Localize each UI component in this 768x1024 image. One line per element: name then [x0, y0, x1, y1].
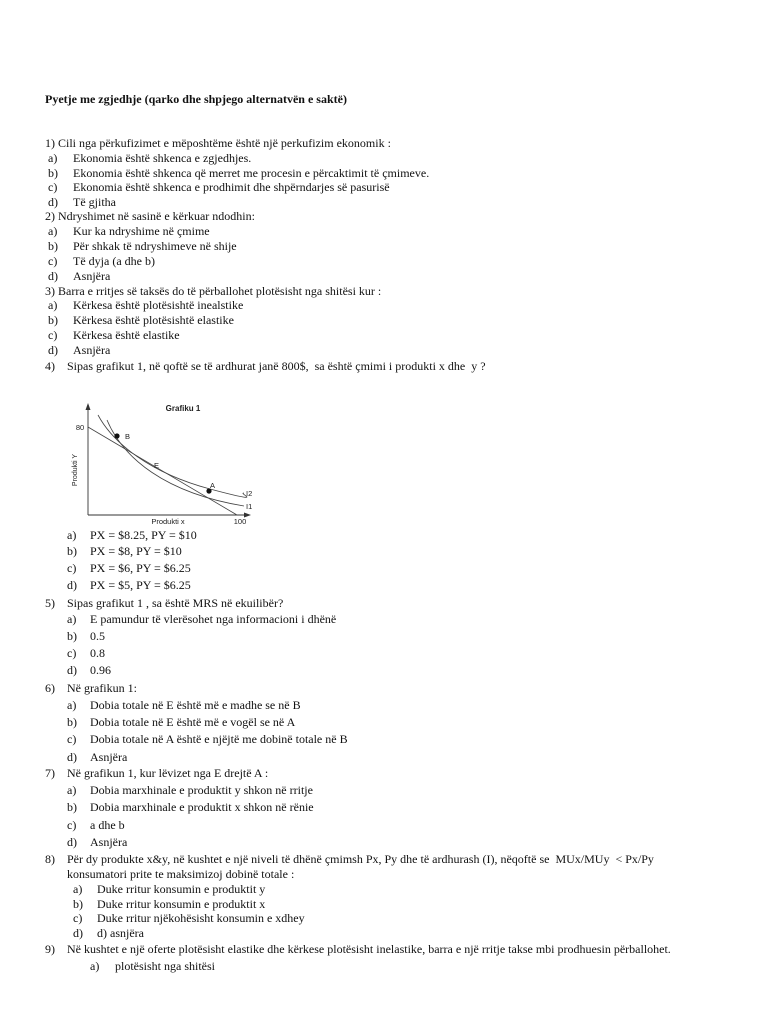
question-number: 6): [45, 681, 55, 695]
option-letter: a): [67, 783, 77, 797]
option-letter: b): [48, 166, 58, 180]
option-letter: c): [48, 328, 58, 342]
option-text: Asnjëra: [90, 835, 128, 849]
question-text-continued: konsumatori prite te maksimizoj dobinë totale :: [67, 867, 295, 881]
option-letter: a): [48, 224, 58, 238]
option-text: Ekonomia është shkenca e zgjedhjes.: [73, 151, 252, 165]
option-text: Dobia marxhinale e produktit y shkon në rritje: [90, 783, 313, 797]
option-letter: c): [67, 561, 77, 575]
option-7d: [0, 835, 768, 850]
option-text: Duke rritur njëkohësisht konsumin e xdhey: [97, 911, 305, 925]
option-text: Dobia marxhinale e produktit x shkon në rënie: [90, 800, 314, 814]
option-letter: b): [48, 239, 58, 253]
question-number: 2): [45, 209, 55, 223]
option-text: Për shkak të ndryshimeve në shije: [73, 239, 237, 253]
question-6: [0, 681, 768, 696]
option-8b: [0, 897, 768, 912]
question-text: Sipas grafikut 1 , sa është MRS në ekuilibër?: [67, 596, 284, 610]
option-5a: [0, 612, 768, 627]
curve-label-i1: I1: [246, 502, 253, 511]
question-8: [0, 852, 768, 867]
option-letter: b): [67, 715, 77, 729]
option-letter: b): [67, 544, 77, 558]
point-e-label: E: [154, 461, 160, 470]
option-3c: [0, 328, 768, 343]
option-3b: [0, 313, 768, 328]
question-3: [0, 284, 768, 299]
option-1d: [0, 195, 768, 210]
option-text: 0.96: [90, 663, 111, 677]
y-axis-arrow-icon: [86, 403, 91, 410]
option-text: plotësisht nga shitësi: [115, 959, 215, 973]
question-4: [0, 359, 768, 374]
y-intercept-label: 80: [75, 423, 85, 432]
option-text: Asnjëra: [73, 343, 111, 357]
option-text: Dobia totale në E është më e madhe se në B: [90, 698, 301, 712]
page-title-row: [0, 92, 768, 107]
question-number: 9): [45, 942, 55, 956]
option-text: PX = $8.25, PY = $10: [90, 528, 197, 542]
option-text: Ekonomia është shkenca e prodhimit dhe shpërndarjes së pasurisë: [73, 180, 390, 194]
question-text: Cili nga përkufizimet e mëposhtëme është një perkufizim ekonomik :: [58, 136, 391, 150]
option-letter: a): [48, 151, 58, 165]
option-text: d) asnjëra: [97, 926, 144, 940]
y-axis-label: Produkti Y: [72, 453, 79, 487]
option-5b: [0, 629, 768, 644]
option-letter: a): [48, 298, 58, 312]
option-letter: a): [67, 698, 77, 712]
option-text: Ekonomia është shkenca që merret me procesin e përcaktimit të çmimeve.: [73, 166, 430, 180]
option-letter: c): [48, 254, 58, 268]
option-7a: [0, 783, 768, 798]
question-text: Në kushtet e një oferte plotësisht elastike dhe kërkese plotësisht inelastike, barra e një rritje takse mbi prodhuesin përballohet.: [67, 942, 671, 956]
option-letter: a): [67, 612, 77, 626]
option-text: Dobia totale në A është e njëjtë me dobinë totale në B: [90, 732, 348, 746]
option-letter: d): [48, 343, 58, 357]
question-9: [0, 942, 768, 957]
option-text: Të dyja (a dhe b): [73, 254, 155, 268]
question-number: 3): [45, 284, 55, 298]
option-text: E pamundur të vlerësohet nga informacioni i dhënë: [90, 612, 337, 626]
option-letter: d): [48, 195, 58, 209]
question-text: Për dy produkte x&y, në kushtet e një niveli të dhënë çmimsh Px, Py dhe të ardhurash (I), nëqoftë se MUx/MUy < Px/Py: [67, 852, 654, 866]
option-7c: [0, 818, 768, 833]
option-text: Kur ka ndryshime në çmime: [73, 224, 210, 238]
option-text: PX = $6, PY = $6.25: [90, 561, 191, 575]
point-b-marker: [114, 433, 119, 438]
question-number: 4): [45, 359, 55, 373]
option-text: 0.5: [90, 629, 105, 643]
option-letter: d): [67, 835, 77, 849]
option-6d: [0, 750, 768, 765]
question-text: Sipas grafikut 1, në qoftë se të ardhurat janë 800$, sa është çmimi i produkti x dhe y ?: [67, 359, 486, 373]
option-text: Asnjëra: [90, 750, 128, 764]
question-text: Ndryshimet në sasinë e kërkuar ndodhin:: [58, 209, 255, 223]
question-5: [0, 596, 768, 611]
option-text: Kërkesa është plotësishtë elastike: [73, 313, 234, 327]
option-6a: [0, 698, 768, 713]
option-text: Kërkesa është elastike: [73, 328, 180, 342]
option-letter: b): [48, 313, 58, 327]
option-text: Asnjëra: [73, 269, 111, 283]
question-number: 7): [45, 766, 55, 780]
option-6c: [0, 732, 768, 747]
question-number: 5): [45, 596, 55, 610]
question-number: 1): [45, 136, 55, 150]
x-intercept-label: 100: [233, 517, 247, 526]
option-8d: [0, 926, 768, 941]
option-text: PX = $8, PY = $10: [90, 544, 182, 558]
option-2b: [0, 239, 768, 254]
option-text: Duke rritur konsumin e produktit y: [97, 882, 266, 896]
curve-label-i2: I2: [246, 489, 253, 498]
option-5c: [0, 646, 768, 661]
option-3d: [0, 343, 768, 358]
indifference-curve-upper: [98, 415, 247, 497]
question-2: [0, 209, 768, 224]
option-2c: [0, 254, 768, 269]
option-letter: c): [48, 180, 58, 194]
option-letter: d): [67, 750, 77, 764]
figure-title: Grafiku 1: [165, 404, 201, 413]
page-title: Pyetje me zgjedhje (qarko dhe shpjego alternatvën e saktë): [45, 92, 347, 106]
option-letter: a): [73, 882, 83, 896]
x-axis-label: Produkti x: [151, 517, 185, 526]
option-4a: [0, 528, 768, 543]
option-text: Dobia totale në E është më e vogël se në A: [90, 715, 296, 729]
option-text: Duke rritur konsumin e produktit x: [97, 897, 266, 911]
option-1b: [0, 166, 768, 181]
option-2a: [0, 224, 768, 239]
option-4c: [0, 561, 768, 576]
option-letter: b): [67, 800, 77, 814]
option-7b: [0, 800, 768, 815]
option-text: PX = $5, PY = $6.25: [90, 578, 191, 592]
option-letter: b): [67, 629, 77, 643]
question-number: 8): [45, 852, 55, 866]
option-3a: [0, 298, 768, 313]
question-text: Në grafikun 1, kur lëvizet nga E drejtë A :: [67, 766, 269, 780]
option-text: Të gjitha: [73, 195, 116, 209]
question-1: [0, 136, 768, 151]
option-letter: c): [67, 646, 77, 660]
option-8c: [0, 911, 768, 926]
option-text: 0.8: [90, 646, 105, 660]
point-b-label: B: [125, 432, 131, 441]
option-9a: [0, 959, 768, 974]
option-letter: d): [67, 663, 77, 677]
option-letter: a): [67, 528, 77, 542]
option-5d: [0, 663, 768, 678]
option-letter: a): [90, 959, 100, 973]
option-letter: d): [48, 269, 58, 283]
option-letter: c): [67, 818, 77, 832]
option-6b: [0, 715, 768, 730]
option-text: a dhe b: [90, 818, 125, 832]
option-letter: c): [73, 911, 83, 925]
option-text: Kërkesa është plotësishtë inealstike: [73, 298, 244, 312]
option-2d: [0, 269, 768, 284]
option-letter: b): [73, 897, 83, 911]
question-text: Barra e rritjes së taksës do të përballohet plotësisht nga shitësi kur :: [58, 284, 382, 298]
question-8-continuation: [0, 867, 768, 882]
option-8a: [0, 882, 768, 897]
option-1c: [0, 180, 768, 195]
question-7: [0, 766, 768, 781]
option-1a: [0, 151, 768, 166]
question-text: Në grafikun 1:: [67, 681, 137, 695]
option-letter: d): [73, 926, 83, 940]
figure-graph-1: [65, 398, 265, 530]
option-letter: c): [67, 732, 77, 746]
option-letter: d): [67, 578, 77, 592]
option-4b: [0, 544, 768, 559]
option-4d: [0, 578, 768, 593]
point-a-label: A: [210, 481, 216, 490]
